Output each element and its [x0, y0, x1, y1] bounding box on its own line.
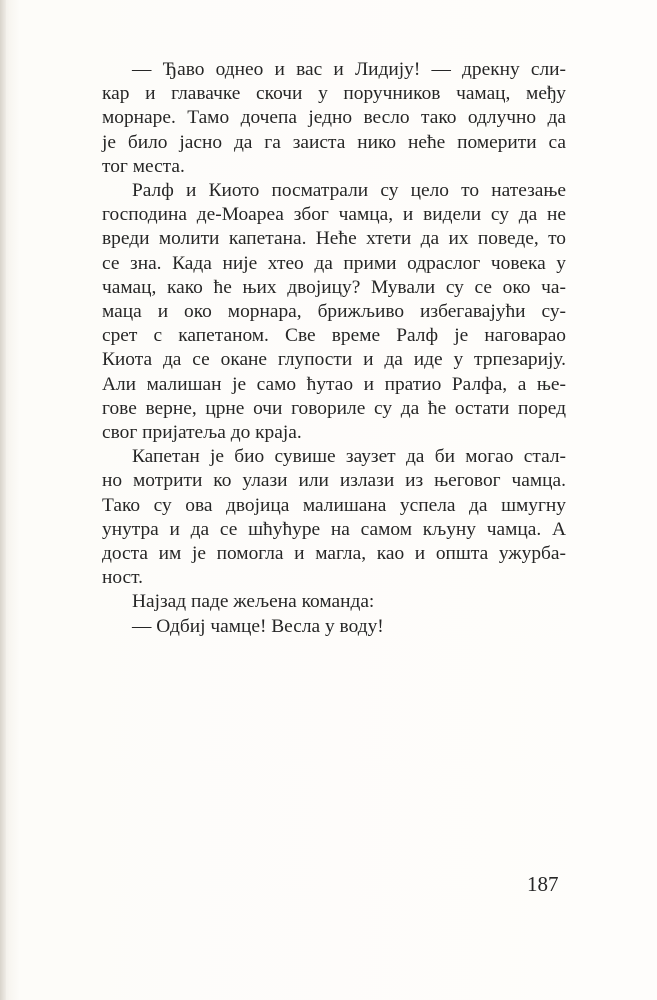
- text-line: Најзад паде жељена команда:: [132, 591, 375, 613]
- text-line: Тако су ова двојица малишана успела да шмугну: [102, 494, 566, 516]
- text-line: свог пријатеља до краја.: [102, 422, 302, 444]
- text-line: кар и главачке скочи у поручников чамац, међу: [102, 83, 566, 105]
- body-text: [102, 58, 566, 639]
- text-line: је било јасно да га заиста нико неће померити са: [102, 131, 566, 153]
- text-line: маца и око морнара, брижљиво избегавајући су-: [102, 301, 566, 323]
- text-line: вреди молити капетана. Неће хтети да их поведе, то: [102, 228, 566, 250]
- text-line: срет с капетаном. Све време Ралф је наговарао: [102, 325, 566, 347]
- text-line: — Ђаво однео и вас и Лидију! — дрекну сли-: [132, 59, 566, 80]
- text-line: Али малишан је само ћутао и пратио Ралфа, а ње-: [102, 373, 566, 395]
- text-line: — Одбиј чамце! Весла у воду!: [132, 615, 384, 637]
- page-number: 187: [527, 872, 559, 896]
- text-line: се зна. Када није хтео да прими одраслог човека у: [102, 252, 566, 274]
- text-line: Ралф и Киото посматрали су цело то натезање: [132, 180, 566, 202]
- text-line: морнаре. Тамо дочепа једно весло тако одлучно да: [102, 107, 566, 129]
- text-line: господина де-Моареа због чамца, и видели су да не: [102, 204, 566, 226]
- text-line: доста им је помогла и магла, као и општа ужурба-: [102, 543, 566, 565]
- text-line: тог места.: [102, 155, 185, 177]
- text-line: но мотрити ко улази или излази из његовог чамца.: [102, 470, 566, 492]
- text-line: гове верне, црне очи говориле су да ће остати поред: [102, 397, 566, 419]
- text-line: Киота да се окане глупости и да иде у трпезарију.: [102, 349, 566, 371]
- text-line: Капетан је био сувише заузет да би могао стал-: [132, 446, 566, 468]
- text-line: ност.: [102, 567, 144, 589]
- text-line: унутра и да се шћућуре на самом кљуну чамца. А: [102, 518, 566, 540]
- text-line: чамац, како ће њих двојицу? Мували су се око ча-: [102, 276, 566, 298]
- page-gutter-edge: [0, 0, 6, 1000]
